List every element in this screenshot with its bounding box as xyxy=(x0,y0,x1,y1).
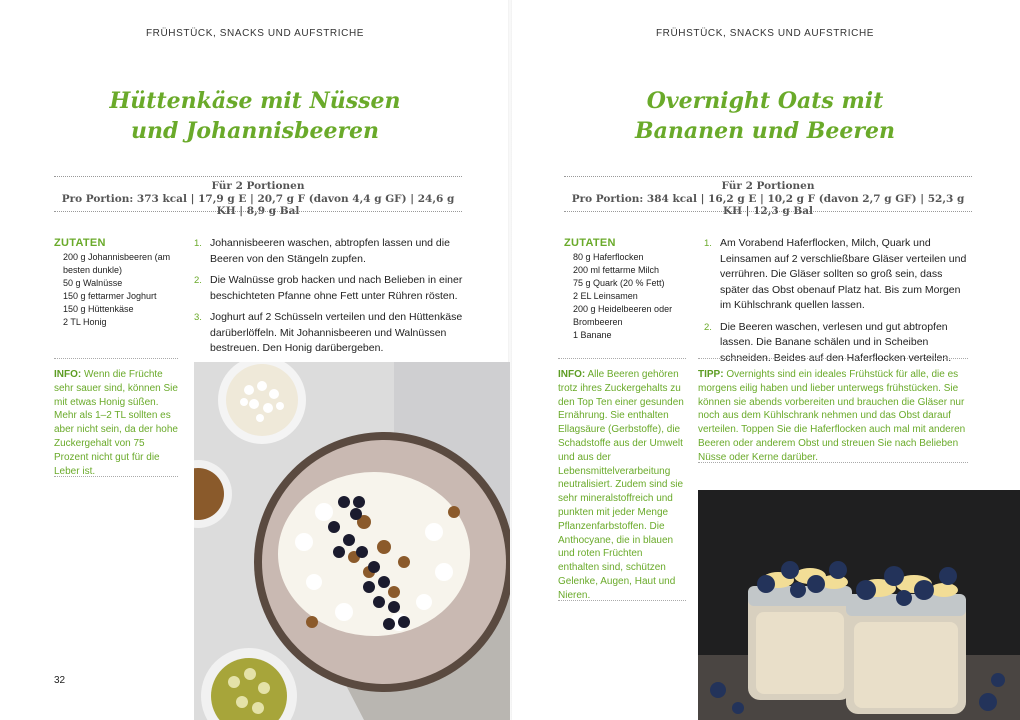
info-label: INFO: xyxy=(558,369,586,380)
ingredient: 2 TL Honig xyxy=(63,317,107,327)
divider xyxy=(698,358,968,359)
step xyxy=(704,236,974,314)
divider xyxy=(558,358,686,359)
ingredient: 75 g Quark (20 % Fett) xyxy=(573,278,665,288)
info-box xyxy=(54,368,178,478)
step-text: Die Beeren waschen, verlesen und gut abtropfen lassen. Die Banane schälen und in Scheiben schneiden. Beides auf den Haferflocken verteilen. xyxy=(720,320,952,364)
ingredients-heading: ZUTATEN xyxy=(564,237,616,249)
step xyxy=(194,273,464,304)
running-head: FRÜHSTÜCK, SNACKS UND AUFSTRICHE xyxy=(655,28,875,39)
divider xyxy=(698,462,968,463)
info-text: Alle Beeren gehören trotz ihres Zuckergehalts zu den Top Ten einer gesunden Ernährung. Sie enthalten Ellagsäure (Gerbstoffe), die Schadstoffe aus der Umwelt und aus der Lebensmittelverarbeitung neutralisiert. Zudem sind sie sehr mineralstoffreich und punkten mit jeder Menge Pflanzenfarbstoffen. Die Anthocyane, die in blauen und roten Früchten enthalten sind, schützen Gelenke, Augen, Haut und Nieren. xyxy=(558,369,684,601)
step xyxy=(194,236,464,267)
divider xyxy=(54,476,178,477)
step xyxy=(194,310,464,357)
info-label: INFO: xyxy=(54,369,82,380)
ingredient: 2 EL Leinsamen xyxy=(573,291,638,301)
info-box xyxy=(558,368,686,603)
ingredient: 80 g Haferflocken xyxy=(573,252,644,262)
step-number: 1. xyxy=(704,238,712,249)
recipe-title xyxy=(510,86,1020,146)
tip-text: Overnights sind ein ideales Frühstück für alle, die es morgens eilig haben und lieber unterwegs frühstücken. Sie können sie abends vorbereiten und brauchen die Gläser nur noch aus dem Kühlschrank nehmen und das Obst darauf verteilen. Toppen Sie die Haferflocken auch mal mit anderen Beeren oder anderem Obst und streuen Sie nach Belieben Nüsse oder Kerne darüber. xyxy=(698,369,966,463)
overnight-oats-jars-photo xyxy=(698,490,1020,720)
ingredients xyxy=(54,237,182,329)
instructions xyxy=(194,236,464,363)
ingredient: 150 g fettarmer Joghurt xyxy=(63,291,157,301)
ingredients-heading: ZUTATEN xyxy=(54,237,106,249)
page-number: 32 xyxy=(54,675,66,686)
title-line: und Johannisbeeren xyxy=(130,118,380,144)
title-line: Bananen und Beeren xyxy=(635,118,895,144)
step-number: 3. xyxy=(194,312,202,323)
step-number: 2. xyxy=(194,275,202,286)
ingredient: 50 g Walnüsse xyxy=(63,278,123,288)
macros: Pro Portion: 373 kcal | 17,9 g E | 20,7 g F (davon 4,4 g GF) | 24,6 g KH | 8,9 g Bal xyxy=(61,193,455,217)
step-text: Johannisbeeren waschen, abtropfen lassen und die Beeren von den Stängeln zupfen. xyxy=(210,237,450,265)
portions: Für 2 Portionen xyxy=(211,180,305,192)
ingredient: 200 g Johannisbeeren (am besten dunkle) xyxy=(63,252,171,275)
step-text: Am Vorabend Haferflocken, Milch, Quark und Leinsamen auf 2 verschließbare Gläser verteilen und verrühren. Die Gläser sollten so groß sein, dass später das Obst obenauf Platz hat. Bis zum Morgen im Kühlschrank quellen lassen. xyxy=(720,237,967,311)
macros: Pro Portion: 384 kcal | 16,2 g E | 10,2 g F (davon 2,7 g GF) | 52,3 g KH | 12,3 g Bal xyxy=(571,193,965,217)
title-line: Hüttenkäse mit Nüssen xyxy=(109,88,401,114)
running-head: FRÜHSTÜCK, SNACKS UND AUFSTRICHE xyxy=(145,28,365,39)
right-page xyxy=(510,0,1020,720)
nutrition-box xyxy=(564,176,972,217)
step-text: Joghurt auf 2 Schüsseln verteilen und den Hüttenkäse darüberlöffeln. Mit Johannisbeeren und Walnüssen bestreuen. Den Honig darübergeben. xyxy=(210,311,463,354)
step-text: Die Walnüsse grob hacken und nach Belieben in einer beschichteten Pfanne ohne Fett unter Rühren rösten. xyxy=(210,274,463,302)
step-number: 2. xyxy=(704,321,712,333)
tip-box xyxy=(698,368,968,465)
ingredients xyxy=(564,237,692,342)
info-text: Wenn die Früchte sehr sauer sind, können Sie mit etwas Honig süßen. Mehr als 1–2 TL sollten es aber nicht sein, da der hohe Zuckergehalt von 75 Prozent nicht gut für die Leber ist. xyxy=(54,369,178,477)
step xyxy=(704,320,974,367)
recipe-title xyxy=(0,86,510,146)
tip-label: TIPP: xyxy=(698,369,724,380)
instructions xyxy=(704,236,974,372)
nutrition-box xyxy=(54,176,462,217)
cottage-cheese-plate-photo xyxy=(194,362,510,720)
portions: Für 2 Portionen xyxy=(721,180,815,192)
title-line: Overnight Oats mit xyxy=(646,88,884,114)
step-number: 1. xyxy=(194,238,202,249)
divider xyxy=(54,358,178,359)
ingredient: 200 ml fettarme Milch xyxy=(573,265,660,275)
ingredient: 200 g Heidelbeeren oder Brombeeren xyxy=(573,304,673,327)
ingredient: 1 Banane xyxy=(573,330,612,340)
divider xyxy=(558,600,686,601)
ingredient: 150 g Hüttenkäse xyxy=(63,304,134,314)
